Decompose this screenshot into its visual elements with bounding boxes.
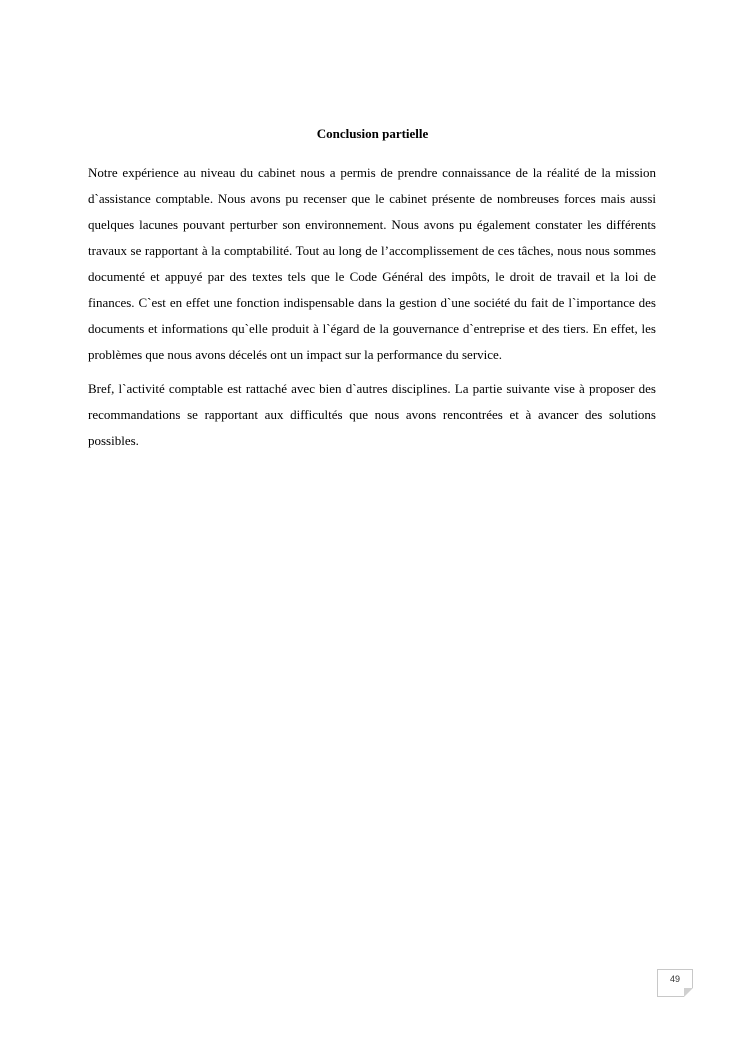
paragraph-1: Notre expérience au niveau du cabinet nous a permis de prendre connaissance de la réalité de la mission d`assistance comptable. Nous avons pu recenser que le cabinet présente de nombreuses forces mais aussi quelques lacunes pouvant perturber son environnement. Nous avons pu également constater les différents travaux se rapportant à la comptabilité. Tout au long de l’accomplissement de ces tâches, nous nous sommes documenté et appuyé par des textes tels que le Code Général des impôts, le droit de travail et la loi de finances. C`est en effet une fonction indispensable dans la gestion d`une société du fait de l`importance des documents et informations qu`elle produit à l`égard de la gouvernance d`entreprise et des tiers. En effet, les problèmes que nous avons décelés ont un impact sur la performance du service. bbox=[88, 165, 656, 362]
page-number-box bbox=[657, 969, 693, 997]
paragraph-2: Bref, l`activité comptable est rattaché avec bien d`autres disciplines. La partie suivante vise à proposer des recommandations se rapportant aux difficultés que nous avons rencontrées et à avancer des solutions possibles. bbox=[88, 381, 656, 448]
body-text bbox=[88, 160, 656, 462]
page-curl-icon bbox=[684, 988, 693, 997]
page-number: 49 bbox=[669, 974, 680, 984]
section-title: Conclusion partielle bbox=[316, 126, 429, 141]
